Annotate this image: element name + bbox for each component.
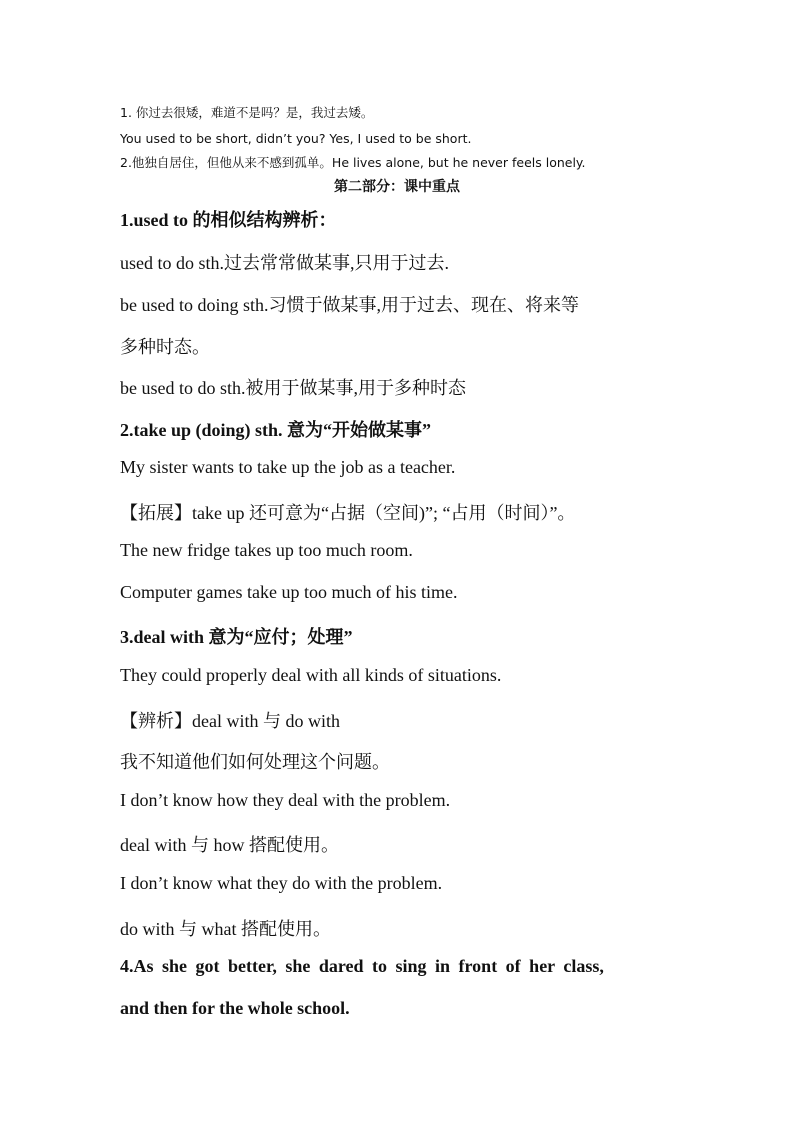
section-title: 第二部分：课中重点	[334, 179, 460, 195]
s2-paragraph-1: My sister wants to take up the job as a teacher.	[120, 457, 456, 477]
s3-paragraph-3: 我不知道他们如何处理这个问题。	[120, 752, 390, 772]
s3-paragraph-4: I don’t know how they deal with the problem.	[120, 790, 451, 810]
s3-paragraph-1: They could properly deal with all kinds of situations.	[120, 665, 502, 685]
s2-paragraph-4: Computer games take up too much of his time.	[120, 582, 458, 602]
s2-paragraph-3: The new fridge takes up too much room.	[120, 540, 413, 560]
s1-heading: 1.used to 的相似结构辨析：	[120, 210, 337, 230]
s2-paragraph-2: 【拓展】take up 还可意为“占据（空间)”; “占用（时间）”。	[120, 503, 576, 523]
s1-paragraph-3: be used to do sth.被用于做某事,用于多种时态	[120, 378, 466, 398]
s3-paragraph-5: deal with 与 how 搭配使用。	[120, 835, 339, 855]
s3-heading: 3.deal with 意为“应付；处理”	[120, 627, 353, 647]
s4-heading-b: and then for the whole school.	[120, 998, 350, 1018]
intro-line-3: 2.他独自居住，但他从来不感到孤单。He lives alone, but he never feels lonely.	[120, 155, 586, 170]
s1-paragraph-2b: 多种时态。	[120, 337, 210, 357]
intro-line-2: You used to be short, didn’t you? Yes, I used to be short.	[120, 131, 472, 146]
s3-paragraph-2: 【辨析】deal with 与 do with	[120, 711, 340, 731]
s1-paragraph-2a: be used to doing sth.习惯于做某事,用于过去、现在、将来等	[120, 295, 579, 315]
s4-heading-a: 4.As she got better, she dared to sing in front of her class,	[120, 956, 604, 976]
s1-paragraph-1: used to do sth.过去常常做某事,只用于过去.	[120, 253, 449, 273]
s3-paragraph-7: do with 与 what 搭配使用。	[120, 919, 331, 939]
s2-heading: 2.take up (doing) sth. 意为“开始做某事”	[120, 420, 432, 440]
s3-paragraph-6: I don’t know what they do with the problem.	[120, 873, 443, 893]
intro-line-1: 1. 你过去很矮，难道不是吗？是，我过去矮。	[120, 105, 374, 120]
